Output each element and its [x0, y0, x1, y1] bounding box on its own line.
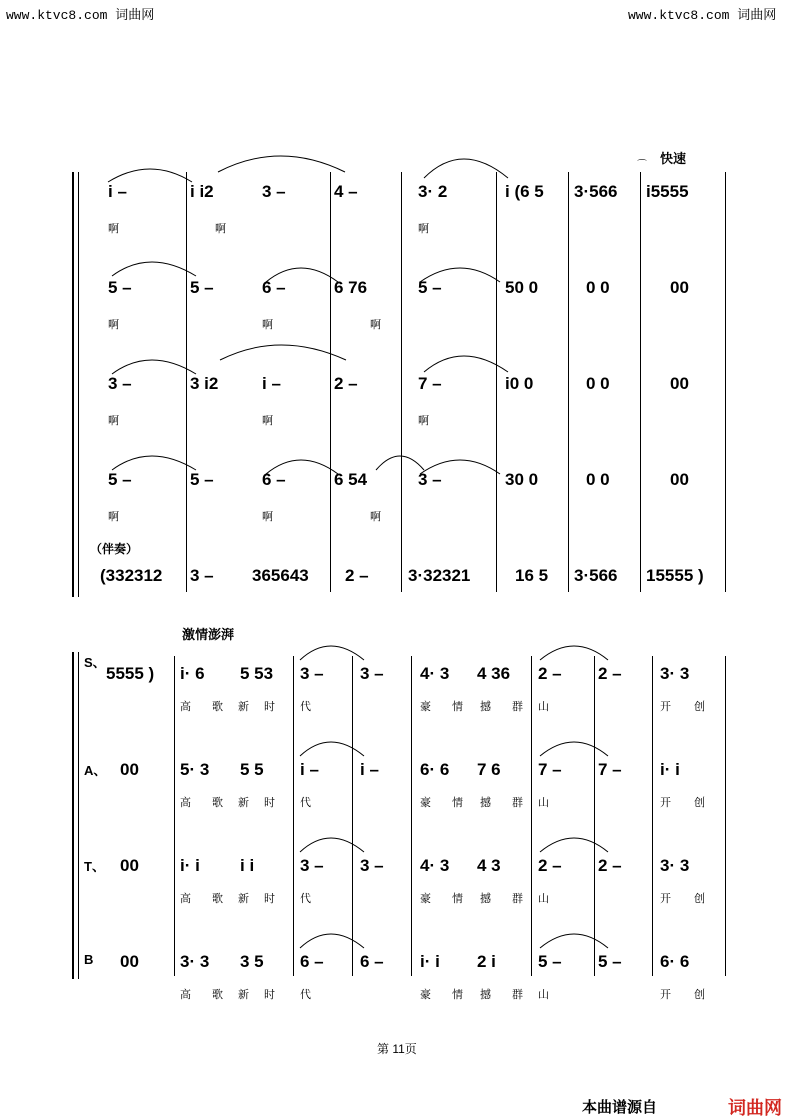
measure-notes: 3 – [190, 566, 214, 585]
lyric: 群 [512, 989, 523, 1001]
lyric: 情 [452, 893, 463, 905]
measure-notes: 6 – [300, 952, 324, 971]
measure-notes: 3 – [108, 374, 132, 393]
measure-notes: 3· 2 [418, 182, 448, 201]
lyric: 歌 [212, 797, 223, 809]
lyric: 开 [660, 989, 671, 1001]
measure-notes: 2 – [538, 664, 562, 683]
slur [540, 742, 608, 756]
measure-notes: 3· 3 [660, 664, 690, 683]
measure-notes: 00 [120, 760, 139, 779]
slur [540, 646, 608, 660]
measure-notes: 3· 3 [180, 952, 210, 971]
measure-notes: i (6 5 [505, 182, 544, 201]
lyric: 豪 [420, 893, 431, 905]
measure-notes: i – [262, 374, 281, 393]
measure-notes: 4· 3 [420, 856, 450, 875]
measure-notes: i i2 [190, 182, 214, 201]
lyric: 啊 [108, 415, 119, 427]
page-number: 第 11页 [377, 1042, 417, 1056]
voice-label-alto: A、 [84, 763, 107, 778]
measure-notes: 5 – [190, 470, 214, 489]
lyric: 时 [264, 893, 275, 905]
measure-notes: 3· 3 [660, 856, 690, 875]
measure-notes: 0 0 [586, 374, 610, 393]
lyric: 群 [512, 893, 523, 905]
lyric: 啊 [418, 223, 429, 235]
measure-notes: 0 0 [586, 278, 610, 297]
lyric: 新 [238, 989, 249, 1001]
measure-notes: 2 – [345, 566, 369, 585]
measure-notes: 0 0 [586, 470, 610, 489]
lyric: 歌 [212, 989, 223, 1001]
measure-notes: 6 76 [334, 278, 368, 297]
measure-notes: 2 – [598, 664, 622, 683]
lyric: 山 [538, 893, 549, 905]
lyric: 山 [538, 989, 549, 1001]
measure-notes: 6· 6 [660, 952, 690, 971]
lyric: 新 [238, 893, 249, 905]
lyric: 啊 [262, 319, 273, 331]
slur [420, 460, 500, 474]
measure-notes: 2 i [477, 952, 496, 971]
measure-notes: i· i [660, 760, 680, 779]
measure-notes: i· 6 [180, 664, 205, 683]
measure-notes: 5 – [418, 278, 442, 297]
lyric: 情 [452, 989, 463, 1001]
lyric: 啊 [262, 415, 273, 427]
lyric: 高 [180, 893, 191, 905]
measure-notes: 4 36 [477, 664, 511, 683]
slur [220, 345, 346, 360]
lyric: 豪 [420, 797, 431, 809]
lyric: 代 [300, 797, 311, 809]
measure-notes: 5 5 [240, 760, 264, 779]
lyric: 啊 [108, 223, 119, 235]
measure-notes: 365643 [252, 566, 309, 585]
lyric: 啊 [370, 511, 381, 523]
fermata-icon: ⌒ [637, 160, 647, 171]
lyric: 群 [512, 797, 523, 809]
slur [112, 262, 196, 276]
measure-notes: 4 3 [477, 856, 501, 875]
accompaniment-label: （伴奏） [90, 542, 139, 556]
measure-notes: 5555 ) [106, 664, 155, 683]
slur [540, 934, 608, 948]
lyric: 山 [538, 701, 549, 713]
measure-notes: 3 – [360, 664, 384, 683]
lyric: 代 [300, 989, 311, 1001]
slur [218, 156, 345, 172]
measure-notes: 00 [120, 952, 139, 971]
voice-label-soprano: S、 [84, 655, 106, 670]
measure-notes: 50 0 [505, 278, 539, 297]
measure-notes: i· i [420, 952, 440, 971]
lyric: 撼 [480, 893, 491, 905]
measure-notes: 5 – [538, 952, 562, 971]
header-right[interactable]: www.ktvc8.com 词曲网 [628, 8, 777, 23]
lyric: 撼 [480, 797, 491, 809]
lyric: 啊 [108, 511, 119, 523]
measure-notes: (332312 [100, 566, 163, 585]
slur [112, 360, 196, 374]
lyric: 开 [660, 701, 671, 713]
slur [376, 456, 424, 470]
lyric: 新 [238, 797, 249, 809]
lyric: 豪 [420, 701, 431, 713]
measure-notes: 7 – [538, 760, 562, 779]
measure-notes: 3·566 [574, 182, 618, 201]
measure-notes: 3 i2 [190, 374, 219, 393]
measure-notes: 5 – [190, 278, 214, 297]
voice-label-tenor: T、 [84, 859, 105, 874]
measure-notes: 7 – [598, 760, 622, 779]
lyric: 代 [300, 893, 311, 905]
lyric: 群 [512, 701, 523, 713]
measure-notes: 3 5 [240, 952, 264, 971]
measure-notes: 3 – [360, 856, 384, 875]
lyric: 歌 [212, 701, 223, 713]
measure-notes: 5· 3 [180, 760, 210, 779]
slur [300, 934, 364, 948]
voice-label-bass: B [84, 952, 94, 967]
lyric: 啊 [370, 319, 381, 331]
lyric: 新 [238, 701, 249, 713]
lyric: 啊 [262, 511, 273, 523]
measure-notes: 16 5 [515, 566, 549, 585]
slur [266, 460, 338, 474]
lyric: 情 [452, 797, 463, 809]
lyric: 创 [694, 893, 705, 905]
lyric: 时 [264, 701, 275, 713]
lyric: 啊 [215, 223, 226, 235]
lyric: 创 [694, 797, 705, 809]
measure-notes: 5 53 [240, 664, 274, 683]
lyric: 时 [264, 797, 275, 809]
measure-notes: 3 – [418, 470, 442, 489]
lyric: 开 [660, 893, 671, 905]
measure-notes: 3 – [262, 182, 286, 201]
measure-notes: 7 – [418, 374, 442, 393]
measure-notes: 5 – [108, 470, 132, 489]
measure-notes: 4 – [334, 182, 358, 201]
measure-notes: 15555 ) [646, 566, 704, 585]
slur [420, 268, 500, 282]
lyric: 开 [660, 797, 671, 809]
measure-notes: 6 – [360, 952, 384, 971]
measure-notes: 2 – [538, 856, 562, 875]
measure-notes: 6 – [262, 470, 286, 489]
slur [424, 159, 508, 178]
lyric: 高 [180, 701, 191, 713]
measure-notes: i – [108, 182, 127, 201]
lyric: 创 [694, 701, 705, 713]
header-left[interactable]: www.ktvc8.com 词曲网 [6, 8, 155, 23]
measure-notes: 3 – [300, 856, 324, 875]
slur [112, 456, 196, 470]
measure-notes: 00 [670, 374, 689, 393]
slur [300, 838, 364, 852]
tempo-marking: 激情澎湃 [182, 627, 235, 642]
lyric: 高 [180, 989, 191, 1001]
slur [108, 169, 192, 182]
source-note: 本曲谱源自 [582, 1099, 658, 1116]
measure-notes: i· i [180, 856, 200, 875]
measure-notes: i – [360, 760, 379, 779]
measure-notes: 00 [670, 470, 689, 489]
measure-notes: 5 – [108, 278, 132, 297]
measure-notes: 4· 3 [420, 664, 450, 683]
tempo-marking: 快速 [660, 151, 687, 166]
slur [300, 742, 364, 756]
brand-logo: 词曲网 [728, 1098, 782, 1118]
measure-notes: 3·566 [574, 566, 618, 585]
measure-notes: i5555 [646, 182, 689, 201]
lyric: 情 [452, 701, 463, 713]
lyric: 创 [694, 989, 705, 1001]
measure-notes: 00 [120, 856, 139, 875]
measure-notes: 2 – [334, 374, 358, 393]
measure-notes: 30 0 [505, 470, 539, 489]
slur [266, 268, 338, 282]
lyric: 代 [300, 701, 311, 713]
lyric: 山 [538, 797, 549, 809]
lyric: 啊 [108, 319, 119, 331]
measure-notes: 5 – [598, 952, 622, 971]
measure-notes: 6· 6 [420, 760, 450, 779]
measure-notes: i0 0 [505, 374, 534, 393]
measure-notes: 6 54 [334, 470, 368, 489]
lyric: 撼 [480, 989, 491, 1001]
lyric: 豪 [420, 989, 431, 1001]
measure-notes: 3·32321 [408, 566, 471, 585]
lyric: 时 [264, 989, 275, 1001]
lyric: 啊 [418, 415, 429, 427]
measure-notes: i i [240, 856, 255, 875]
measure-notes: i – [300, 760, 319, 779]
lyric: 歌 [212, 893, 223, 905]
measure-notes: 00 [670, 278, 689, 297]
slur [540, 838, 608, 852]
measure-notes: 7 6 [477, 760, 501, 779]
measure-notes: 3 – [300, 664, 324, 683]
lyric: 高 [180, 797, 191, 809]
lyric: 撼 [480, 701, 491, 713]
measure-notes: 6 – [262, 278, 286, 297]
slur [300, 646, 364, 660]
measure-notes: 2 – [598, 856, 622, 875]
slur [424, 356, 508, 372]
